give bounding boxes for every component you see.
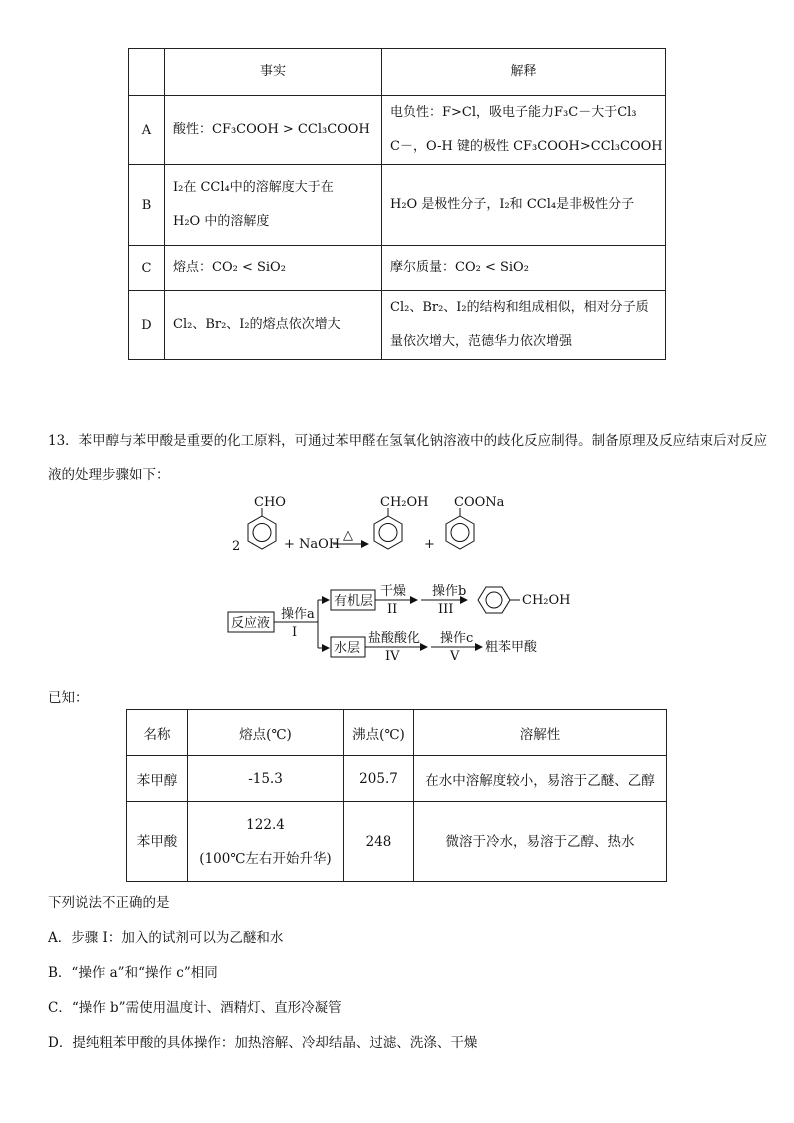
fact-line: H₂O 中的溶解度 [173, 214, 270, 229]
header-melting-point: 熔点(℃) [188, 710, 344, 756]
explanation-line: C－，O-H 键的极性 CF₃COOH>CCl₃COOH [390, 139, 663, 154]
heat-symbol: △ [343, 528, 353, 543]
properties-table [126, 709, 667, 882]
step-1-label: I [292, 625, 298, 640]
op-c-label: 操作c [440, 631, 474, 646]
boiling-point: 248 [344, 802, 414, 882]
table-row [127, 756, 667, 802]
product1-group: CH₂OH [380, 495, 429, 510]
acidify-label: 盐酸酸化 [368, 631, 421, 646]
crude-benzoic-acid-label: 粗苯甲酸 [485, 640, 538, 655]
header-boiling-point: 沸点(℃) [344, 710, 414, 756]
benzene-ring-icon [374, 508, 402, 549]
explanation-line: 量依次增大，范德华力依次增强 [390, 334, 573, 349]
op-a-label: 操作a [281, 607, 315, 622]
row-letter: D [129, 291, 165, 360]
step-5-label: V [450, 649, 460, 664]
question-prompt: 下列说法不正确的是 [48, 895, 170, 911]
option-a[interactable]: A．步骤 I：加入的试剂可以为乙醚和水 [48, 930, 284, 946]
explanation-line: 摩尔质量：CO₂ < SiO₂ [390, 260, 529, 275]
dry-label: 干燥 [380, 584, 407, 599]
flow-product-group: CH₂OH [522, 593, 571, 608]
table-row [127, 802, 667, 882]
step-4-label: IV [385, 649, 400, 664]
header-fact: 事实 [165, 49, 382, 96]
explanation-line: H₂O 是极性分子，I₂和 CCl₄是非极性分子 [390, 197, 635, 212]
row-letter: C [129, 246, 165, 291]
benzene-ring-icon [478, 587, 520, 613]
product2-group: COONa [454, 495, 505, 510]
header-name: 名称 [127, 710, 188, 756]
boiling-point: 205.7 [344, 756, 414, 802]
option-b[interactable]: B．“操作 a”和“操作 c”相同 [48, 965, 218, 981]
option-c[interactable]: C．“操作 b”需使用温度计、酒精灯、直形冷凝管 [48, 1000, 342, 1016]
compound-name: 苯甲醇 [127, 756, 188, 802]
plus-naoh: + NaOH [284, 537, 341, 552]
plus-sign: + [424, 537, 435, 552]
table-header-row [127, 710, 667, 756]
solubility: 微溶于冷水，易溶于乙醇、热水 [414, 802, 667, 882]
melting-point: 122.4 [246, 816, 285, 833]
solubility: 在水中溶解度较小，易溶于乙醚、乙醇 [414, 756, 667, 802]
reaction-liquid-label: 反应液 [231, 616, 271, 631]
step-2-label: II [387, 602, 398, 617]
header-solubility: 溶解性 [414, 710, 667, 756]
melting-point-note: (100℃左右开始升华) [199, 850, 332, 867]
row-letter: A [129, 96, 165, 165]
organic-layer-label: 有机层 [334, 594, 374, 609]
fact-line: I₂在 CCl₄中的溶解度大于在 [173, 180, 334, 195]
option-d[interactable]: D．提纯粗苯甲酸的具体操作：加热溶解、冷却结晶、过滤、洗涤、干燥 [48, 1035, 478, 1051]
coefficient: 2 [232, 539, 241, 554]
question-13-text: 13．苯甲醇与苯甲酸是重要的化工原料，可通过苯甲醛在氢氧化钠溶液中的歧化反应制得。制备原理及反应结束后对反应液的处理步骤如下： [48, 433, 768, 483]
fact-line: 熔点：CO₂ < SiO₂ [173, 260, 286, 275]
compound-name: 苯甲酸 [127, 802, 188, 882]
benzene-ring-icon [446, 508, 474, 549]
melting-point: -15.3 [188, 756, 344, 802]
step-3-label: III [438, 602, 454, 617]
fact-line: Cl₂、Br₂、I₂的熔点依次增大 [173, 317, 341, 332]
op-b-label: 操作b [432, 584, 467, 599]
reactant-group: CHO [254, 495, 286, 510]
explanation-line: 电负性：F>Cl，吸电子能力F₃C－大于Cl₃ [390, 105, 637, 120]
header-explanation: 解释 [382, 49, 666, 96]
known-label: 已知： [48, 690, 89, 706]
fact-line: 酸性：CF₃COOH > CCl₃COOH [173, 122, 370, 137]
row-letter: B [129, 165, 165, 246]
melting-point-cell [188, 802, 344, 882]
aqueous-layer-label: 水层 [334, 641, 361, 656]
benzene-ring-icon [248, 508, 276, 549]
explanation-line: Cl₂、Br₂、I₂的结构和组成相似，相对分子质 [390, 300, 649, 315]
